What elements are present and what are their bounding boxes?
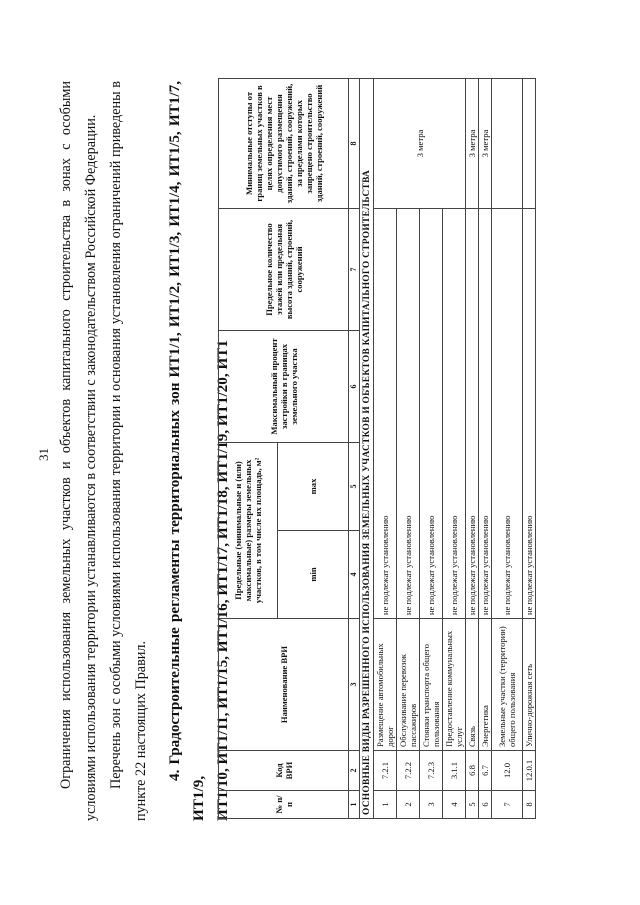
cell-not-subject: не подлежат установлению — [466, 208, 479, 618]
regulations-table — [218, 78, 536, 819]
header-setback: Минимальные отступы от границ земельных участков в целях определения мест допустимого размещения зданий, строений, сооружений, за пределами которых запрещено строительство зданий, строений, сооружений — [219, 78, 349, 208]
cell-name: Земельные участки (территории) общего пользования — [492, 619, 523, 751]
header-code: Код ВРИ — [219, 751, 349, 791]
cell-number: 8 — [523, 791, 536, 819]
cell-number: 4 — [443, 791, 466, 819]
header-floors: Предельное количество этажей или предельная высота зданий, строений, сооружений — [219, 208, 349, 330]
header-name: Наименование ВРИ — [219, 619, 349, 751]
column-number: 5 — [349, 442, 360, 530]
cell-not-subject: не подлежат установлению — [374, 208, 397, 618]
cell-name: Предоставление коммунальных услуг — [443, 619, 466, 751]
table-row — [374, 78, 397, 818]
cell-not-subject: не подлежат установлению — [443, 208, 466, 618]
header-max: max — [278, 442, 349, 530]
cell-not-subject: не подлежат установлению — [397, 208, 420, 618]
cell-setback: 3 метра — [466, 78, 479, 208]
cell-code: 7.2.3 — [420, 751, 443, 791]
cell-number: 6 — [479, 791, 492, 819]
column-number: 4 — [349, 531, 360, 619]
intro-paragraph-zone-list: Перечень зон с особыми условиями использования территории и основания установления ограничений приведены в пункте 22 настоящих Правил. — [108, 81, 149, 821]
intro-text — [54, 81, 154, 821]
page-number: 31 — [36, 448, 51, 461]
table-row — [523, 78, 536, 818]
cell-setback-empty — [523, 78, 536, 208]
cell-not-subject: не подлежат установлению — [420, 208, 443, 618]
cell-not-subject: не подлежат установлению — [492, 208, 523, 618]
header-number: № п/п — [219, 791, 349, 819]
column-number: 6 — [349, 330, 360, 442]
cell-not-subject: не подлежат установлению — [523, 208, 536, 618]
cell-name: Обслуживание перевозок пассажиров — [397, 619, 420, 751]
header-plot-size — [219, 442, 278, 618]
cell-name: Улично-дорожная сеть — [523, 619, 536, 751]
intro-paragraph-restrictions: Ограничения использования земельных участков и объектов капитального строительства в зонах с особыми условиями использования территории устанавливаются в соответствии с законодательством Российской Федерации. — [58, 81, 99, 821]
cell-code: 6.7 — [479, 751, 492, 791]
cell-code: 3.1.1 — [443, 751, 466, 791]
header-min: min — [278, 531, 349, 619]
cell-code: 7.2.2 — [397, 751, 420, 791]
cell-setback: 3 метра — [374, 78, 466, 208]
section-heading-line-2: ИТ1/10, ИТ1/11, ИТ1/15, ИТ1/16, ИТ1/17, ИТ1/18, ИТ1/19, ИТ1/20, ИТ1 — [214, 339, 231, 821]
cell-name: Связь — [466, 619, 479, 751]
section-title-main-uses: ОСНОВНЫЕ ВИДЫ РАЗРЕШЕННОГО ИСПОЛЬЗОВАНИЯ ЗЕМЕЛЬНЫХ УЧАСТКОВ И ОБЪЕКТОВ КАПИТАЛЬНОГО СТРОИТЕЛЬСТВА — [360, 78, 374, 818]
column-number: 8 — [349, 78, 360, 208]
header-plot-size-text: Предельные (минимальные и (или) максимальные) размеры земельных участков, в том числе их площадь, м² — [233, 457, 263, 604]
cell-not-subject: не подлежат установлению — [479, 208, 492, 618]
column-number: 1 — [349, 791, 360, 819]
column-number: 3 — [349, 619, 360, 751]
cell-code: 6.8 — [466, 751, 479, 791]
cell-setback-empty — [492, 78, 523, 208]
cell-name: Размещение автомобильных дорог — [374, 619, 397, 751]
cell-name: Энергетика — [479, 619, 492, 751]
cell-code: 12.0 — [492, 751, 523, 791]
cell-number: 2 — [397, 791, 420, 819]
cell-code: 12.0.1 — [523, 751, 536, 791]
table-row — [479, 78, 492, 818]
cell-number: 3 — [420, 791, 443, 819]
table-row — [492, 78, 523, 818]
cell-number: 5 — [466, 791, 479, 819]
cell-number: 1 — [374, 791, 397, 819]
cell-number: 7 — [492, 791, 523, 819]
cell-setback: 3 метра — [479, 78, 492, 208]
section-heading-line-1: 4. Градостроительные регламенты территориальных зон ИТ1/1, ИТ1/2, ИТ1/3, ИТ1/4, ИТ1/5, ИТ1/7, ИТ1/9, — [166, 81, 207, 821]
table-row — [466, 78, 479, 818]
cell-name: Стоянки транспорта общего пользования — [420, 619, 443, 751]
header-max-percent: Максимальный процент застройки в границах земельного участка — [219, 330, 349, 442]
column-number: 7 — [349, 208, 360, 330]
column-number: 2 — [349, 751, 360, 791]
cell-code: 7.2.1 — [374, 751, 397, 791]
